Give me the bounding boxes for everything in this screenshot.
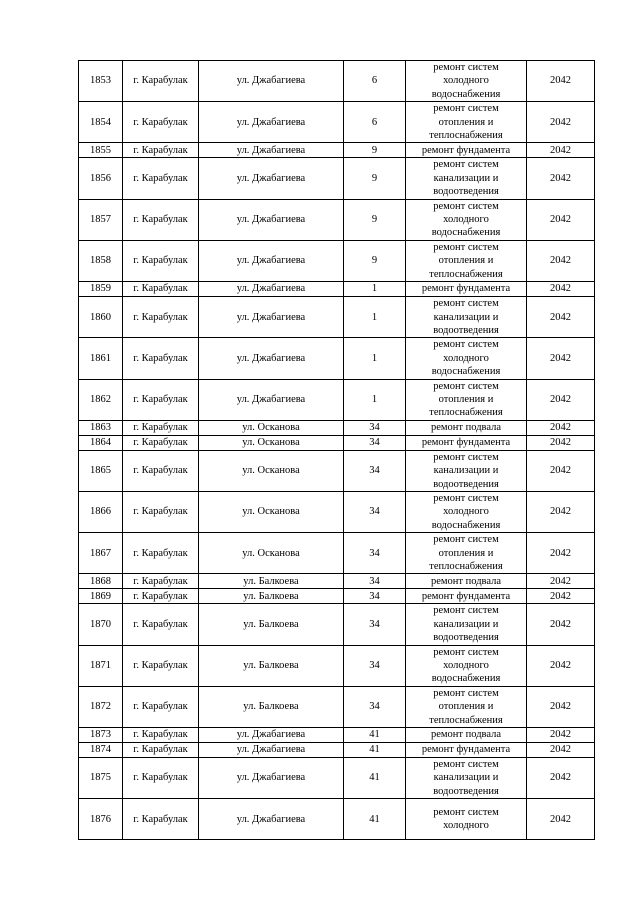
house-number-cell: 41	[344, 728, 406, 743]
year-cell: 2042	[527, 645, 595, 686]
row-number-cell: 1853	[79, 61, 123, 102]
city-cell: г. Карабулак	[123, 604, 199, 645]
street-cell: ул. Джабагиева	[199, 102, 344, 143]
street-cell: ул. Осканова	[199, 491, 344, 532]
city-cell: г. Карабулак	[123, 158, 199, 199]
city-cell: г. Карабулак	[123, 143, 199, 158]
year-cell: 2042	[527, 420, 595, 435]
city-cell: г. Карабулак	[123, 450, 199, 491]
work-type-cell: ремонт систем канализации и водоотведения	[406, 158, 527, 199]
work-type-cell: ремонт систем отопления и теплоснабжения	[406, 102, 527, 143]
repair-schedule-table	[78, 60, 595, 840]
table-row	[79, 297, 595, 338]
work-type-cell: ремонт систем отопления и теплоснабжения	[406, 379, 527, 420]
row-number-cell: 1875	[79, 758, 123, 799]
table-row	[79, 338, 595, 379]
work-type-cell: ремонт фундамента	[406, 743, 527, 758]
row-number-cell: 1857	[79, 199, 123, 240]
year-cell: 2042	[527, 435, 595, 450]
table-row	[79, 143, 595, 158]
house-number-cell: 9	[344, 158, 406, 199]
table-row	[79, 61, 595, 102]
table-row	[79, 240, 595, 281]
table-row	[79, 491, 595, 532]
city-cell: г. Карабулак	[123, 282, 199, 297]
year-cell: 2042	[527, 743, 595, 758]
table-row	[79, 420, 595, 435]
house-number-cell: 34	[344, 604, 406, 645]
street-cell: ул. Осканова	[199, 450, 344, 491]
table-row	[79, 199, 595, 240]
city-cell: г. Карабулак	[123, 728, 199, 743]
work-type-cell: ремонт систем канализации и водоотведения	[406, 297, 527, 338]
street-cell: ул. Осканова	[199, 533, 344, 574]
work-type-cell: ремонт систем отопления и теплоснабжения	[406, 686, 527, 727]
street-cell: ул. Джабагиева	[199, 199, 344, 240]
work-type-cell: ремонт систем холодного водоснабжения	[406, 491, 527, 532]
work-type-cell: ремонт систем канализации и водоотведения	[406, 450, 527, 491]
year-cell: 2042	[527, 686, 595, 727]
row-number-cell: 1868	[79, 574, 123, 589]
table-row	[79, 686, 595, 727]
table-row	[79, 102, 595, 143]
house-number-cell: 34	[344, 420, 406, 435]
row-number-cell: 1876	[79, 799, 123, 840]
house-number-cell: 1	[344, 282, 406, 297]
table-row	[79, 799, 595, 840]
house-number-cell: 34	[344, 645, 406, 686]
row-number-cell: 1858	[79, 240, 123, 281]
year-cell: 2042	[527, 143, 595, 158]
city-cell: г. Карабулак	[123, 379, 199, 420]
work-type-cell: ремонт систем канализации и водоотведения	[406, 604, 527, 645]
year-cell: 2042	[527, 240, 595, 281]
row-number-cell: 1854	[79, 102, 123, 143]
row-number-cell: 1874	[79, 743, 123, 758]
row-number-cell: 1862	[79, 379, 123, 420]
row-number-cell: 1870	[79, 604, 123, 645]
year-cell: 2042	[527, 758, 595, 799]
house-number-cell: 34	[344, 533, 406, 574]
year-cell: 2042	[527, 450, 595, 491]
city-cell: г. Карабулак	[123, 102, 199, 143]
row-number-cell: 1873	[79, 728, 123, 743]
table-row	[79, 589, 595, 604]
house-number-cell: 1	[344, 297, 406, 338]
work-type-cell: ремонт систем холодного водоснабжения	[406, 61, 527, 102]
table-row	[79, 728, 595, 743]
street-cell: ул. Джабагиева	[199, 240, 344, 281]
city-cell: г. Карабулак	[123, 574, 199, 589]
street-cell: ул. Джабагиева	[199, 338, 344, 379]
table-row	[79, 645, 595, 686]
year-cell: 2042	[527, 158, 595, 199]
city-cell: г. Карабулак	[123, 645, 199, 686]
house-number-cell: 34	[344, 574, 406, 589]
work-type-cell: ремонт систем холодного водоснабжения	[406, 199, 527, 240]
city-cell: г. Карабулак	[123, 240, 199, 281]
work-type-cell: ремонт систем канализации и водоотведения	[406, 758, 527, 799]
house-number-cell: 9	[344, 199, 406, 240]
year-cell: 2042	[527, 61, 595, 102]
row-number-cell: 1855	[79, 143, 123, 158]
work-type-cell: ремонт фундамента	[406, 435, 527, 450]
work-type-cell: ремонт фундамента	[406, 143, 527, 158]
house-number-cell: 34	[344, 686, 406, 727]
city-cell: г. Карабулак	[123, 799, 199, 840]
work-type-cell: ремонт подвала	[406, 420, 527, 435]
year-cell: 2042	[527, 589, 595, 604]
work-type-cell: ремонт фундамента	[406, 589, 527, 604]
row-number-cell: 1871	[79, 645, 123, 686]
city-cell: г. Карабулак	[123, 533, 199, 574]
table-row	[79, 574, 595, 589]
table-row	[79, 533, 595, 574]
house-number-cell: 34	[344, 491, 406, 532]
city-cell: г. Карабулак	[123, 589, 199, 604]
year-cell: 2042	[527, 574, 595, 589]
house-number-cell: 6	[344, 61, 406, 102]
table-row	[79, 158, 595, 199]
table-row	[79, 743, 595, 758]
street-cell: ул. Джабагиева	[199, 61, 344, 102]
work-type-cell: ремонт систем отопления и теплоснабжения	[406, 533, 527, 574]
city-cell: г. Карабулак	[123, 743, 199, 758]
row-number-cell: 1859	[79, 282, 123, 297]
year-cell: 2042	[527, 604, 595, 645]
street-cell: ул. Балкоева	[199, 589, 344, 604]
street-cell: ул. Джабагиева	[199, 799, 344, 840]
street-cell: ул. Балкоева	[199, 686, 344, 727]
work-type-cell: ремонт систем холодного водоснабжения	[406, 645, 527, 686]
year-cell: 2042	[527, 799, 595, 840]
year-cell: 2042	[527, 533, 595, 574]
table-row	[79, 379, 595, 420]
year-cell: 2042	[527, 297, 595, 338]
street-cell: ул. Балкоева	[199, 645, 344, 686]
table-row	[79, 282, 595, 297]
work-type-cell: ремонт систем холодного водоснабжения	[406, 338, 527, 379]
street-cell: ул. Джабагиева	[199, 379, 344, 420]
year-cell: 2042	[527, 379, 595, 420]
year-cell: 2042	[527, 338, 595, 379]
house-number-cell: 41	[344, 743, 406, 758]
row-number-cell: 1869	[79, 589, 123, 604]
house-number-cell: 34	[344, 589, 406, 604]
row-number-cell: 1861	[79, 338, 123, 379]
house-number-cell: 9	[344, 143, 406, 158]
house-number-cell: 6	[344, 102, 406, 143]
row-number-cell: 1864	[79, 435, 123, 450]
row-number-cell: 1872	[79, 686, 123, 727]
work-type-cell: ремонт фундамента	[406, 282, 527, 297]
house-number-cell: 41	[344, 758, 406, 799]
table-row	[79, 758, 595, 799]
house-number-cell: 34	[344, 435, 406, 450]
table-row	[79, 435, 595, 450]
row-number-cell: 1867	[79, 533, 123, 574]
street-cell: ул. Джабагиева	[199, 743, 344, 758]
work-type-cell: ремонт подвала	[406, 574, 527, 589]
year-cell: 2042	[527, 491, 595, 532]
row-number-cell: 1856	[79, 158, 123, 199]
city-cell: г. Карабулак	[123, 338, 199, 379]
house-number-cell: 1	[344, 379, 406, 420]
work-type-cell: ремонт систем отопления и теплоснабжения	[406, 240, 527, 281]
year-cell: 2042	[527, 199, 595, 240]
year-cell: 2042	[527, 728, 595, 743]
street-cell: ул. Балкоева	[199, 604, 344, 645]
street-cell: ул. Джабагиева	[199, 297, 344, 338]
work-type-cell: ремонт подвала	[406, 728, 527, 743]
house-number-cell: 9	[344, 240, 406, 281]
street-cell: ул. Джабагиева	[199, 282, 344, 297]
house-number-cell: 41	[344, 799, 406, 840]
row-number-cell: 1863	[79, 420, 123, 435]
city-cell: г. Карабулак	[123, 491, 199, 532]
city-cell: г. Карабулак	[123, 297, 199, 338]
house-number-cell: 1	[344, 338, 406, 379]
row-number-cell: 1865	[79, 450, 123, 491]
street-cell: ул. Балкоева	[199, 574, 344, 589]
year-cell: 2042	[527, 282, 595, 297]
street-cell: ул. Джабагиева	[199, 143, 344, 158]
street-cell: ул. Осканова	[199, 420, 344, 435]
city-cell: г. Карабулак	[123, 435, 199, 450]
city-cell: г. Карабулак	[123, 758, 199, 799]
table-row	[79, 450, 595, 491]
table-body	[79, 61, 595, 840]
street-cell: ул. Осканова	[199, 435, 344, 450]
city-cell: г. Карабулак	[123, 686, 199, 727]
row-number-cell: 1866	[79, 491, 123, 532]
city-cell: г. Карабулак	[123, 199, 199, 240]
city-cell: г. Карабулак	[123, 61, 199, 102]
table-row	[79, 604, 595, 645]
street-cell: ул. Джабагиева	[199, 758, 344, 799]
year-cell: 2042	[527, 102, 595, 143]
house-number-cell: 34	[344, 450, 406, 491]
work-type-cell: ремонт систем холодного	[406, 799, 527, 840]
street-cell: ул. Джабагиева	[199, 728, 344, 743]
row-number-cell: 1860	[79, 297, 123, 338]
street-cell: ул. Джабагиева	[199, 158, 344, 199]
city-cell: г. Карабулак	[123, 420, 199, 435]
